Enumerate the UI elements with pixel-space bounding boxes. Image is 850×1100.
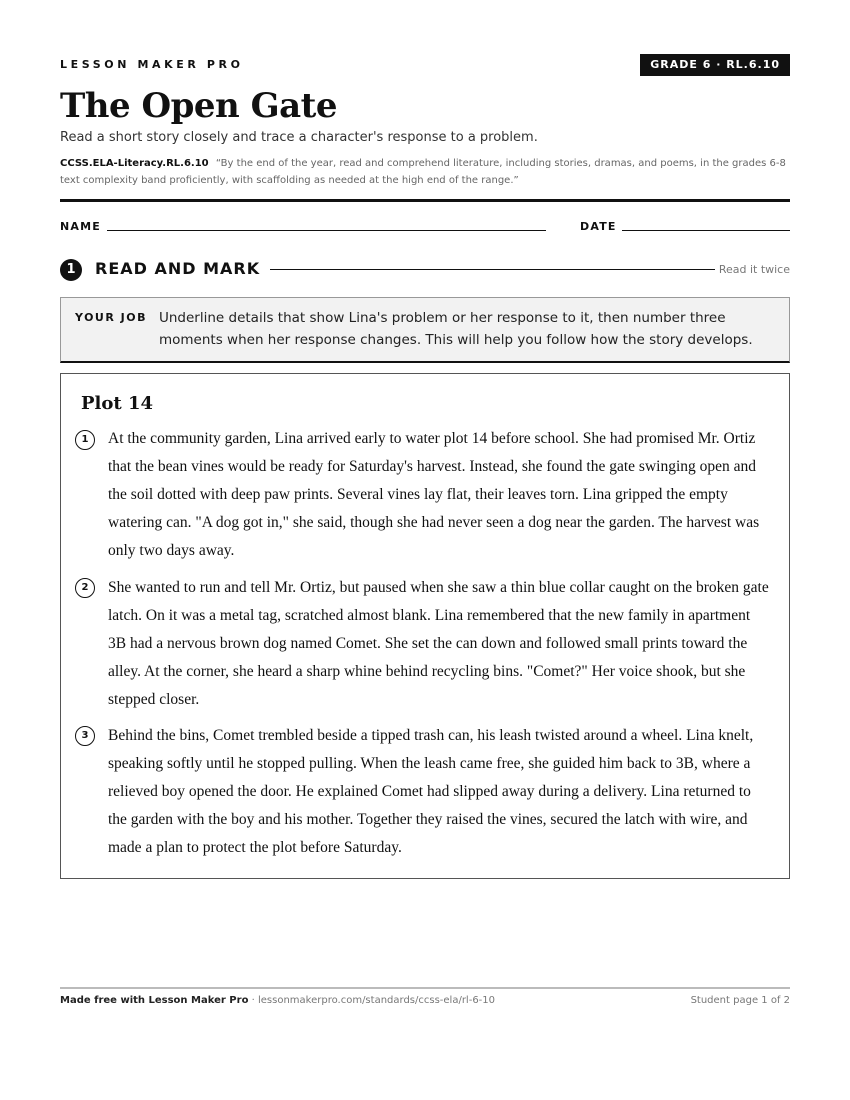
standard-code: CCSS.ELA-Literacy.RL.6.10 bbox=[60, 158, 209, 169]
page-indicator: Student page 1 of 2 bbox=[690, 995, 790, 1006]
story-passage bbox=[60, 373, 790, 879]
name-label: NAME bbox=[60, 220, 101, 233]
standard-statement bbox=[60, 155, 790, 189]
section-title: READ AND MARK bbox=[95, 259, 261, 278]
date-label: DATE bbox=[580, 220, 617, 233]
instructions-label: YOUR JOB bbox=[75, 311, 147, 324]
standard-text: “By the end of the year, read and comprehend literature, including stories, dramas, and poems, in the grades 6-8 text complexity band proficiently, with scaffolding as needed at the high end of the range.” bbox=[60, 158, 786, 186]
section-divider bbox=[270, 269, 715, 270]
header-divider bbox=[60, 199, 790, 202]
instructions-box bbox=[60, 297, 790, 363]
date-field[interactable] bbox=[622, 230, 790, 231]
story-paragraph: At the community garden, Lina arrived early to water plot 14 before school. She had promised Mr. Ortiz that the bean vines would be ready for Saturday's harvest. Instead, she found the gate swinging open and the soil dotted with deep paw prints. Several vines lay flat, their leaves torn. Lina gripped the empty watering can. "A dog got in," she said, though she had never seen a dog near the garden. The harvest was only two days away. bbox=[108, 430, 760, 559]
worksheet-page bbox=[60, 0, 790, 1100]
footer-url[interactable]: · lessonmakerpro.com/standards/ccss-ela/rl-6-10 bbox=[248, 995, 496, 1006]
footer-divider bbox=[60, 987, 790, 989]
page-title: The Open Gate bbox=[60, 86, 337, 126]
footer-brand: Made free with Lesson Maker Pro bbox=[60, 995, 249, 1006]
paragraph-number: 2 bbox=[75, 578, 95, 598]
name-field[interactable] bbox=[107, 230, 546, 231]
page-subtitle: Read a short story closely and trace a character's response to a problem. bbox=[60, 130, 538, 145]
section-number: 1 bbox=[60, 259, 82, 281]
footer-credit bbox=[60, 995, 495, 1006]
story-paragraph: Behind the bins, Comet trembled beside a tipped trash can, his leash twisted around a wheel. Lina knelt, speaking softly until he stopped pulling. When the leash came free, she guided him back to 3B, where a relieved boy opened the door. He explained Comet had slipped away during a delivery. Lina returned to the garden with the boy and his mother. Together they raised the vines, secured the latch with wire, and made a plan to protect the plot before Saturday. bbox=[108, 727, 754, 856]
story-title: Plot 14 bbox=[81, 393, 154, 414]
paragraph-number: 1 bbox=[75, 430, 95, 450]
story-paragraph: She wanted to run and tell Mr. Ortiz, but paused when she saw a thin blue collar caught on the broken gate latch. On it was a metal tag, scratched almost blank. Lina remembered that the new family in apartment 3B had a nervous brown dog named Comet. She set the can down and followed small prints toward the alley. At the corner, she heard a sharp whine behind recycling bins. "Comet?" Her voice shook, but she stepped closer. bbox=[108, 579, 769, 708]
section-header bbox=[60, 258, 790, 282]
grade-badge: GRADE 6 · RL.6.10 bbox=[640, 54, 790, 76]
section-note: Read it twice bbox=[718, 263, 790, 276]
instructions-text: Underline details that show Lina's problem or her response to it, then number three moments when her response changes. This will help you follow how the story develops. bbox=[159, 310, 753, 348]
brand-name: LESSON MAKER PRO bbox=[60, 58, 244, 71]
paragraph-number: 3 bbox=[75, 726, 95, 746]
